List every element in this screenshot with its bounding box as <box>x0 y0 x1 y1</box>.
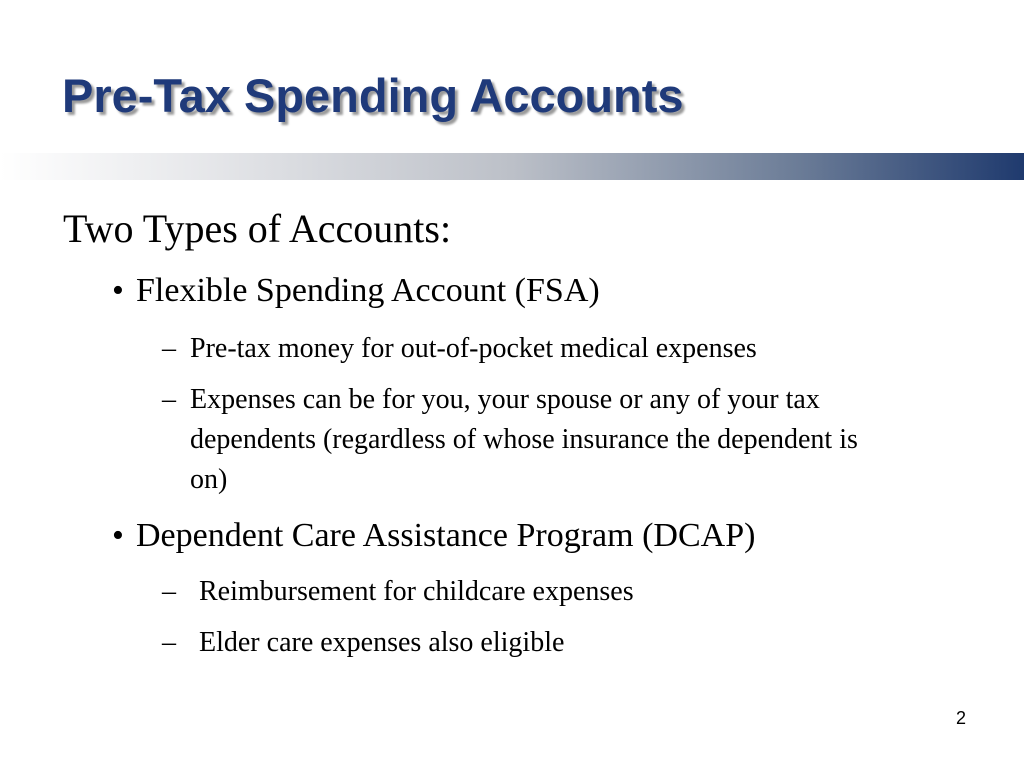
bullet-item-dcap <box>112 515 755 557</box>
sub-item-text: Reimbursement for childcare expenses <box>199 576 634 607</box>
section-heading: Two Types of Accounts: <box>63 206 452 251</box>
dash-icon: – <box>162 576 176 607</box>
sub-item <box>162 572 922 612</box>
bullet-label: Flexible Spending Account (FSA) <box>136 272 600 309</box>
sub-item <box>162 623 922 663</box>
slide-title: Pre-Tax Spending Accounts <box>62 69 684 122</box>
page-number: 2 <box>955 708 966 728</box>
sub-item-text: Pre-tax money for out-of-pocket medical expenses <box>190 333 757 364</box>
dash-icon: – <box>162 627 176 658</box>
dash-icon: – <box>162 333 176 364</box>
bullet-icon: • <box>112 517 124 554</box>
bullet-item-fsa <box>112 270 600 312</box>
dash-icon: – <box>162 384 176 415</box>
sub-item <box>162 329 922 369</box>
sub-item-text: Expenses can be for you, your spouse or any of your tax dependents (regardless of whose insurance the dependent is on) <box>190 384 858 495</box>
bullet-label: Dependent Care Assistance Program (DCAP) <box>136 517 756 554</box>
bullet-icon: • <box>112 272 124 309</box>
sub-item <box>162 380 922 500</box>
sub-item-text: Elder care expenses also eligible <box>199 627 565 658</box>
